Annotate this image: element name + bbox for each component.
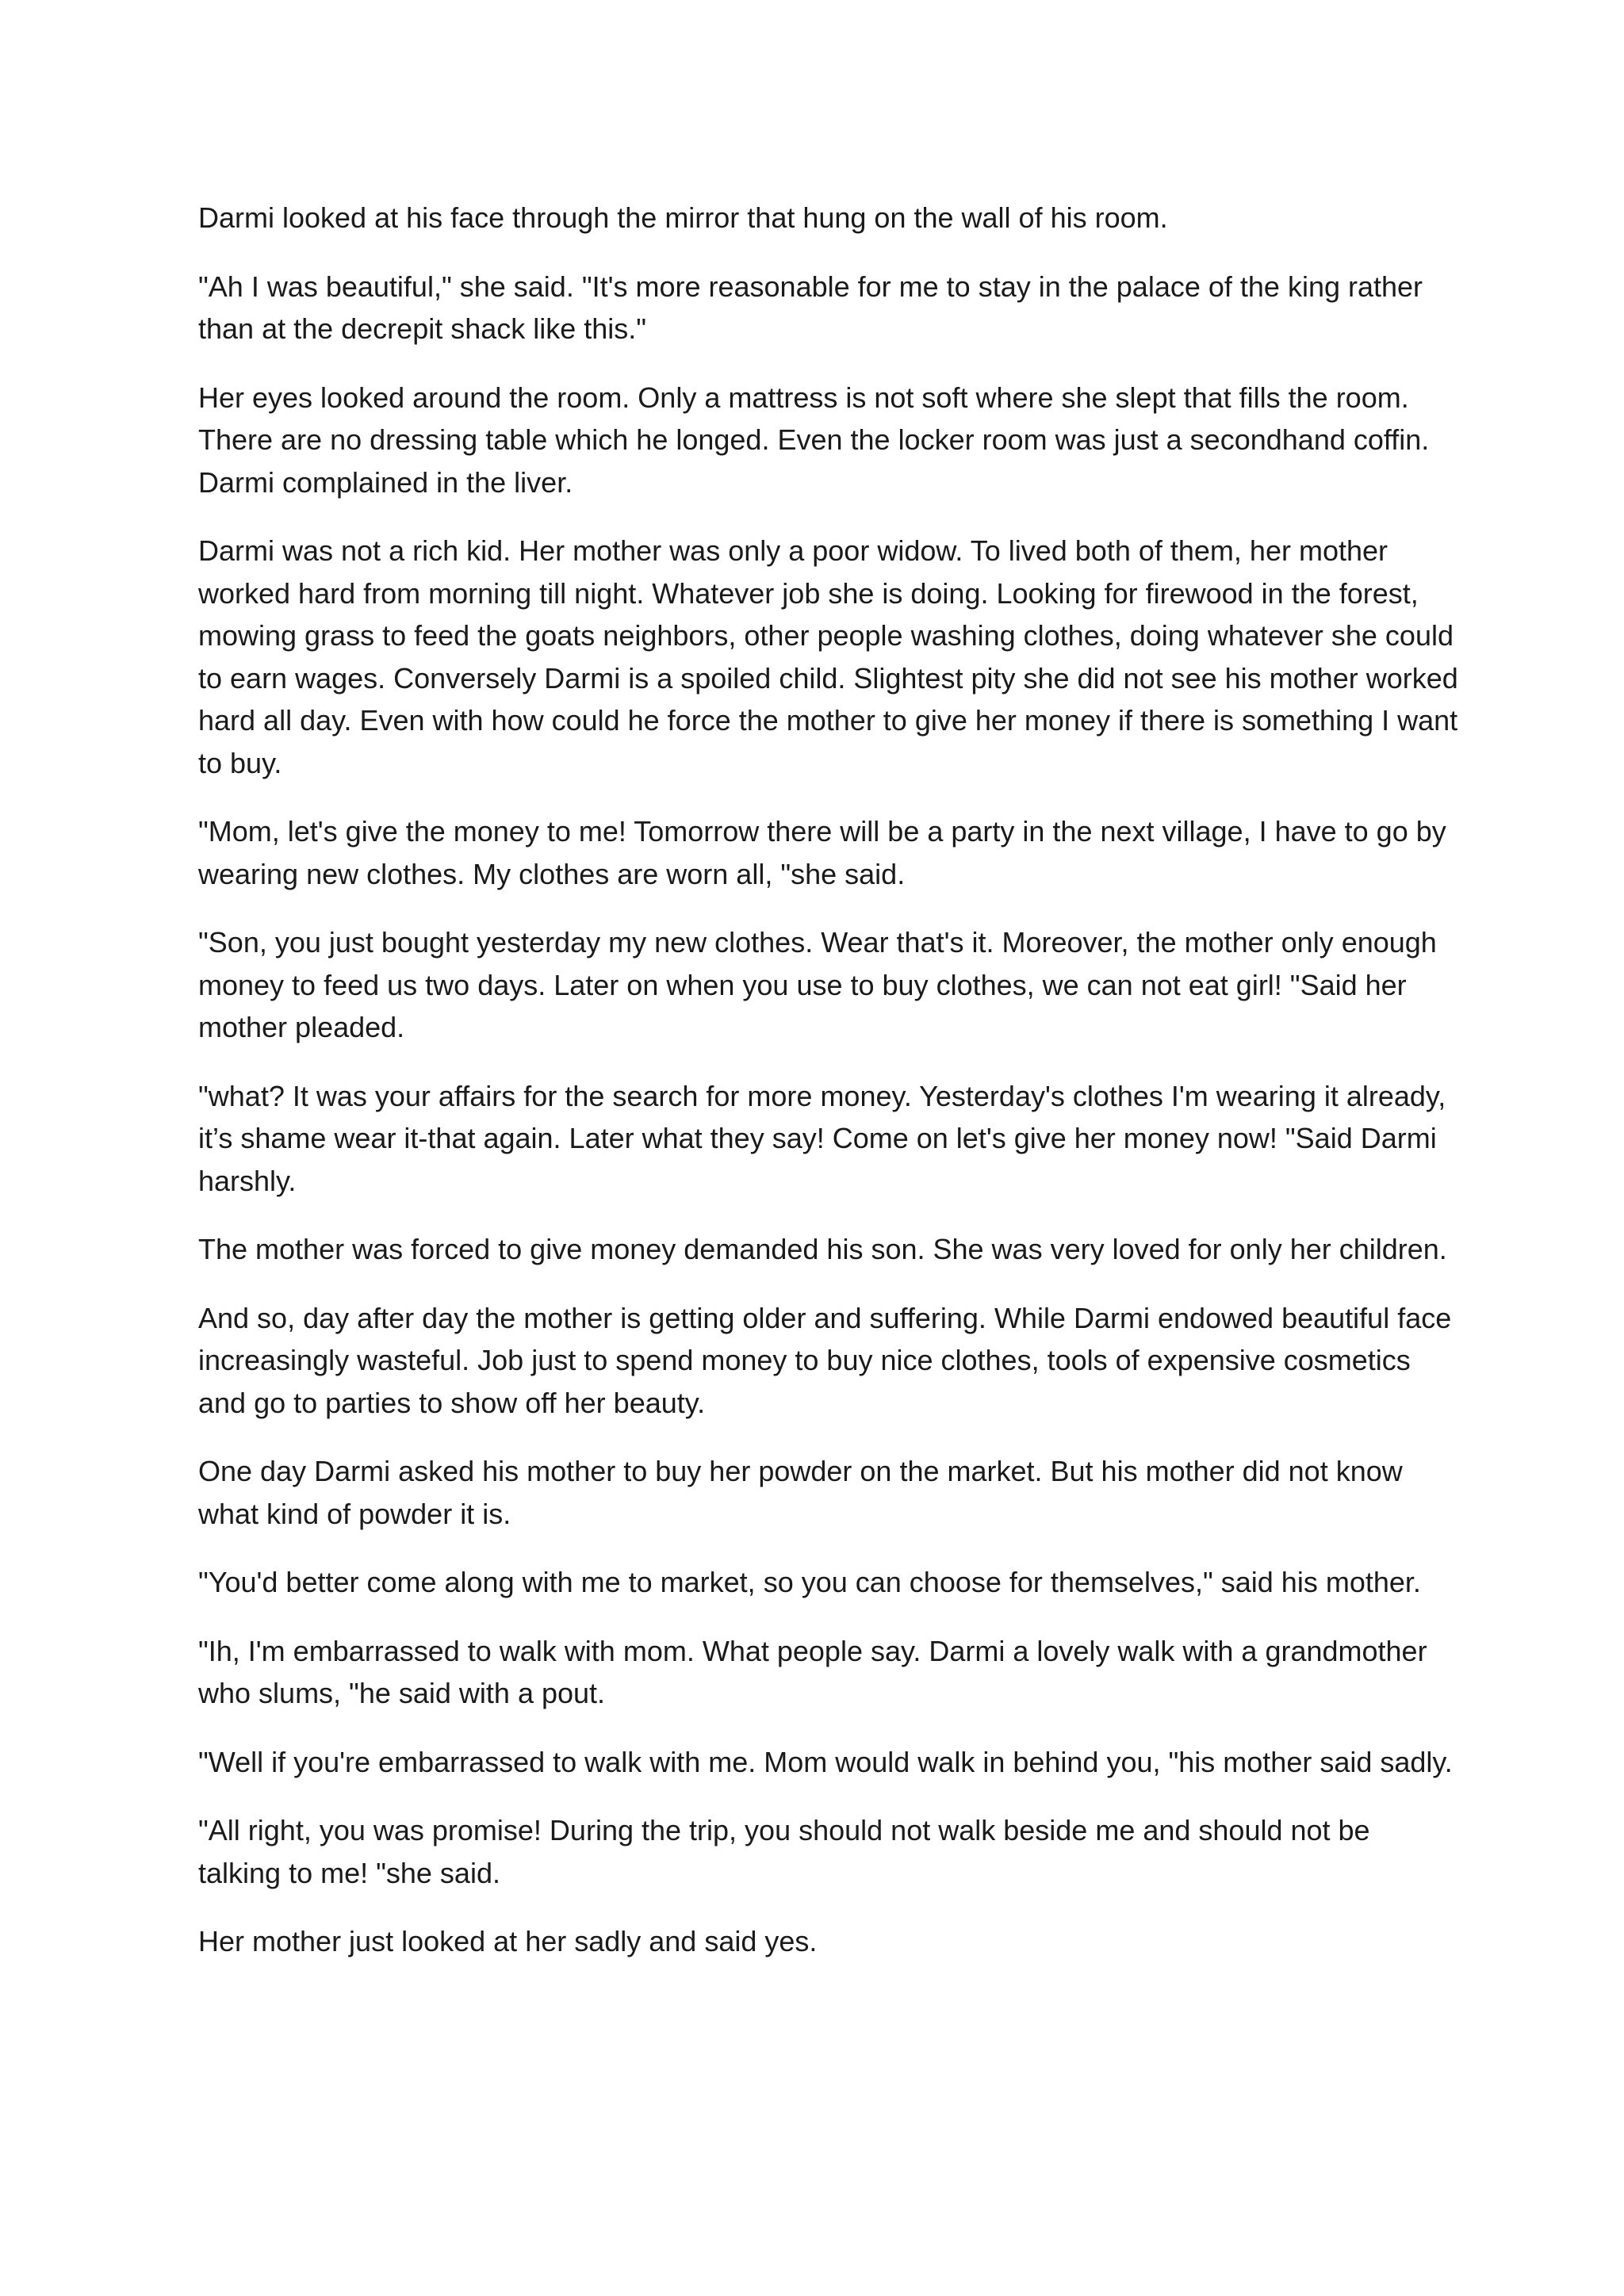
paragraph: "All right, you was promise! During the trip, you should not walk beside me and should not be talking to me! "she said.: [198, 1814, 1370, 1889]
document-body: [198, 197, 1459, 1989]
paragraph: "You'd better come along with me to market, so you can choose for themselves," said his mother.: [198, 1566, 1421, 1598]
paragraph: "Mom, let's give the money to me! Tomorrow there will be a party in the next village, I have to go by wearing new clothes. My clothes are worn all, "she said.: [198, 815, 1446, 890]
paragraph: "Ah I was beautiful," she said. "It's more reasonable for me to stay in the palace of the king rather than at the decrepit shack like this.": [198, 270, 1423, 345]
paragraph: Darmi was not a rich kid. Her mother was only a poor widow. To lived both of them, her mother worked hard from morning till night. Whatever job she is doing. Looking for firewood in the forest, mowing grass to feed the goats neighbors, other people washing clothes, doing whatever she could to earn wages. Conversely Darmi is a spoiled child. Slightest pity she did not see his mother worked hard all day. Even with how could he force the mother to give her money if there is something I want to buy.: [198, 534, 1458, 779]
paragraph: And so, day after day the mother is getting older and suffering. While Darmi endowed beautiful face increasingly wasteful. Job just to spend money to buy nice clothes, tools of expensive cosmetics and go to parties to show off her beauty.: [198, 1301, 1452, 1419]
paragraph: Her eyes looked around the room. Only a mattress is not soft where she slept that fills the room. There are no dressing table which he longed. Even the locker room was just a secondhand coffin. Darmi complained in the liver.: [198, 381, 1430, 499]
paragraph: "Ih, I'm embarrassed to walk with mom. What people say. Darmi a lovely walk with a grandmother who slums, "he said with a pout.: [198, 1634, 1427, 1709]
paragraph: "what? It was your affairs for the search for more money. Yesterday's clothes I'm wearing it already, it’s shame wear it-that again. Later what they say! Come on let's give her money now! "Said Darmi harshly.: [198, 1079, 1446, 1197]
paragraph: "Son, you just bought yesterday my new clothes. Wear that's it. Moreover, the mother only enough money to feed us two days. Later on when you use to buy clothes, we can not eat girl! "Said her mother pleaded.: [198, 926, 1437, 1043]
paragraph: Darmi looked at his face through the mirror that hung on the wall of his room.: [198, 201, 1168, 234]
paragraph: One day Darmi asked his mother to buy her powder on the market. But his mother did not know what kind of powder it is.: [198, 1455, 1403, 1530]
paragraph: Her mother just looked at her sadly and said yes.: [198, 1925, 818, 1957]
paragraph: "Well if you're embarrassed to walk with me. Mom would walk in behind you, "his mother said sadly.: [198, 1745, 1453, 1778]
paragraph: The mother was forced to give money demanded his son. She was very loved for only her children.: [198, 1233, 1447, 1265]
